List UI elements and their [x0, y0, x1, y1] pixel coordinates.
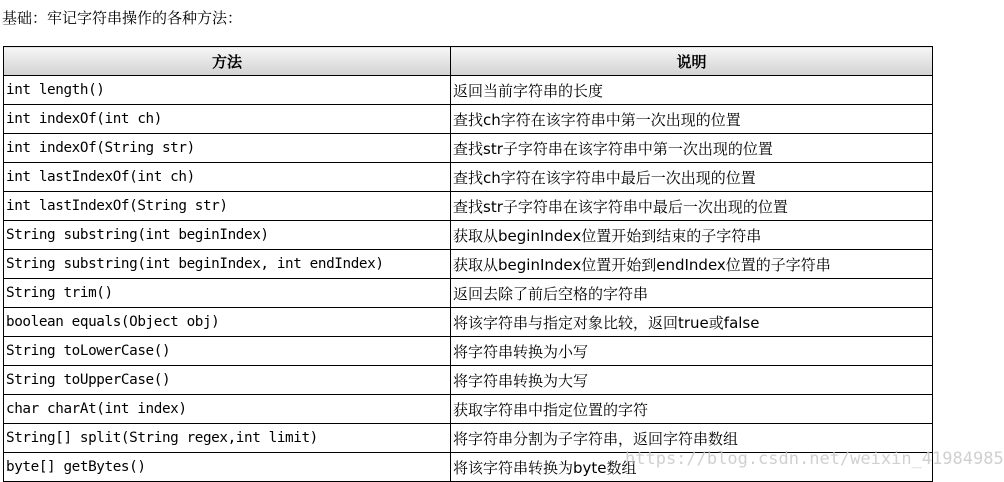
description-cell: 获取从beginIndex位置开始到结束的子字符串 [451, 221, 933, 250]
description-cell: 将字符串转换为大写 [451, 366, 933, 395]
intro-text: 基础：牢记字符串操作的各种方法： [2, 9, 243, 27]
method-cell: int indexOf(String str) [4, 134, 451, 163]
table-row [4, 453, 933, 482]
method-cell: String trim() [4, 279, 451, 308]
header-method: 方法 [4, 47, 451, 76]
description-cell: 查找ch字符在该字符串中第一次出现的位置 [451, 105, 933, 134]
table-row [4, 134, 933, 163]
method-cell: int lastIndexOf(int ch) [4, 163, 451, 192]
table-row [4, 250, 933, 279]
header-description: 说明 [451, 47, 933, 76]
description-cell: 将字符串转换为小写 [451, 337, 933, 366]
method-cell: String substring(int beginIndex) [4, 221, 451, 250]
description-cell: 查找ch字符在该字符串中最后一次出现的位置 [451, 163, 933, 192]
method-cell: boolean equals(Object obj) [4, 308, 451, 337]
method-cell: int indexOf(int ch) [4, 105, 451, 134]
string-methods-table [3, 46, 933, 482]
method-cell: String toUpperCase() [4, 366, 451, 395]
description-cell: 将该字符串与指定对象比较，返回true或false [451, 308, 933, 337]
method-cell: String[] split(String regex,int limit) [4, 424, 451, 453]
table-row [4, 163, 933, 192]
table-row [4, 366, 933, 395]
table-row [4, 308, 933, 337]
description-cell: 返回去除了前后空格的字符串 [451, 279, 933, 308]
description-cell: 将字符串分割为子字符串，返回字符串数组 [451, 424, 933, 453]
table-row [4, 279, 933, 308]
table-row [4, 221, 933, 250]
method-cell: String toLowerCase() [4, 337, 451, 366]
method-cell: String substring(int beginIndex, int endIndex) [4, 250, 451, 279]
table-header-row [4, 47, 933, 76]
description-cell: 获取从beginIndex位置开始到endIndex位置的子字符串 [451, 250, 933, 279]
description-cell: 将该字符串转换为byte数组 [451, 453, 933, 482]
blog-watermark: https://blog.csdn.net/weixin_41984985 [625, 449, 1004, 469]
method-cell: int length() [4, 76, 451, 105]
table-row [4, 76, 933, 105]
description-cell: 查找str子字符串在该字符串中第一次出现的位置 [451, 134, 933, 163]
description-cell: 查找str子字符串在该字符串中最后一次出现的位置 [451, 192, 933, 221]
method-cell: int lastIndexOf(String str) [4, 192, 451, 221]
table-row [4, 395, 933, 424]
method-cell: byte[] getBytes() [4, 453, 451, 482]
description-cell: 返回当前字符串的长度 [451, 76, 933, 105]
method-cell: char charAt(int index) [4, 395, 451, 424]
table-row [4, 337, 933, 366]
table-row [4, 424, 933, 453]
description-cell: 获取字符串中指定位置的字符 [451, 395, 933, 424]
table-row [4, 192, 933, 221]
table-row [4, 105, 933, 134]
